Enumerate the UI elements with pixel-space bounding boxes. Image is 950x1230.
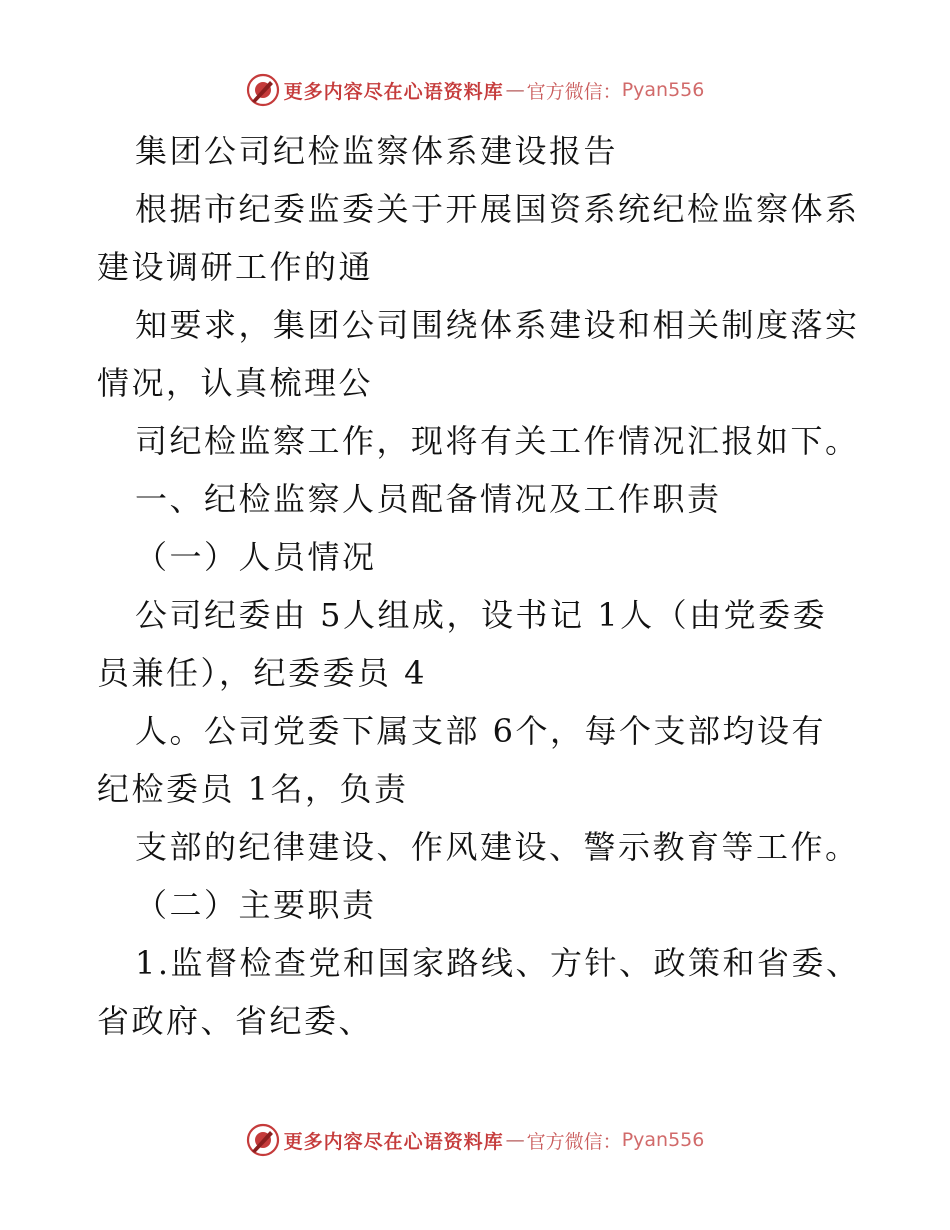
text-line: 司纪检监察工作，现将有关工作情况汇报如下。 [135, 422, 860, 460]
quill-logo-icon [246, 1123, 280, 1157]
text-line: （二）主要职责 [135, 886, 377, 924]
banner-dash: — [505, 79, 525, 101]
text-line: 根据市纪委监委关于开展国资系统纪检监察体系 [135, 190, 860, 228]
text-line: 省政府、省纪委、 [97, 1002, 374, 1040]
text-line: 纪检委员 1名，负责 [97, 770, 409, 808]
text-line: 员兼任），纪委委员 4 [97, 654, 428, 692]
text-line: 人。公司党委下属支部 6个，每个支部均设有 [135, 712, 827, 750]
banner-slogan: 更多内容尽在心语资料库 [283, 80, 504, 103]
text-line: 知要求，集团公司围绕体系建设和相关制度落实 [135, 306, 860, 344]
banner-wechat-id: Pyan556 [621, 1129, 705, 1151]
banner-wechat-label: 官方微信： [526, 1130, 622, 1153]
text-line: （一）人员情况 [135, 538, 377, 576]
quill-logo-icon [246, 73, 280, 107]
footer-banner [0, 1120, 950, 1160]
banner-wechat-label: 官方微信： [526, 80, 622, 103]
document-body [97, 122, 861, 1050]
text-line: 一、纪检监察人员配备情况及工作职责 [135, 480, 722, 518]
header-banner [0, 70, 950, 110]
banner-wechat-id: Pyan556 [621, 79, 705, 101]
text-line: 集团公司纪检监察体系建设报告 [135, 132, 619, 170]
text-line: 支部的纪律建设、作风建设、警示教育等工作。 [135, 828, 860, 866]
text-line: 公司纪委由 5人组成，设书记 1人（由党委委 [135, 596, 828, 634]
text-line: 1.监督检查党和国家路线、方针、政策和省委、 [135, 944, 861, 982]
banner-slogan: 更多内容尽在心语资料库 [283, 1130, 504, 1153]
text-line: 建设调研工作的通 [97, 248, 374, 286]
banner-dash: — [505, 1129, 525, 1151]
text-line: 情况，认真梳理公 [97, 364, 374, 402]
